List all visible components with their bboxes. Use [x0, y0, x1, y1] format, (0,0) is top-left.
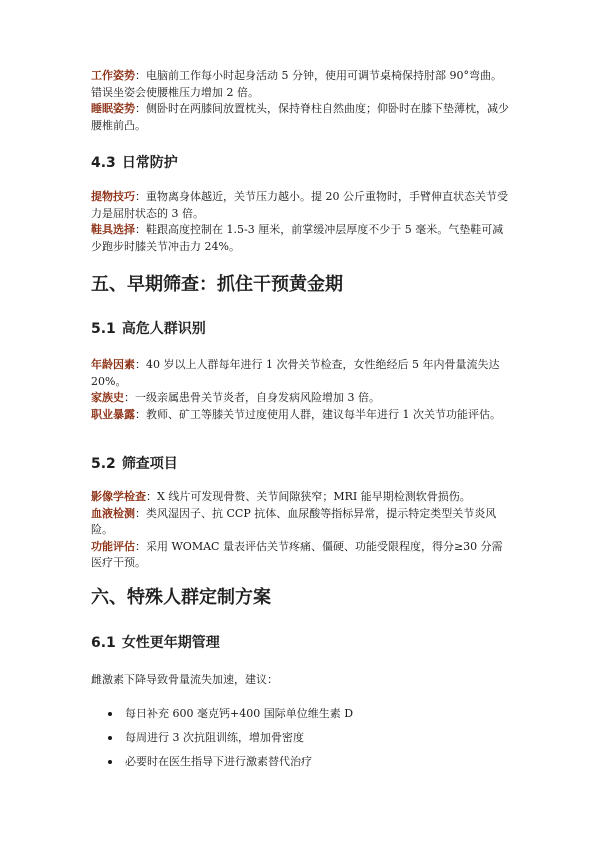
paragraph-menopause-intro: 雌激素下降导致骨量流失加速，建议： [91, 673, 278, 686]
bullet-list [91, 706, 511, 778]
heading-4-3 [91, 152, 511, 172]
text-work-posture: ：电脑前工作每小时起身活动 5 分钟，使用可调节桌椅保持肘部 90°弯曲。错误坐姿会使腰椎压力增加 2 倍。 [91, 69, 502, 99]
list-item-text: 每日补充 600 毫克钙+400 国际单位维生素 D [125, 707, 354, 720]
section-5-1-body [91, 357, 511, 423]
term-blood-test: 血液检测 [91, 506, 135, 520]
text-family-history: ：一级亲属患骨关节炎者，自身发病风险增加 3 倍。 [124, 391, 380, 404]
paragraph-blood-test [91, 506, 511, 539]
paragraph-family-history [91, 390, 511, 407]
section-6-1-bullets [91, 706, 511, 778]
term-shoes: 鞋具选择 [91, 223, 135, 236]
section-4-continuation [91, 68, 511, 134]
text-imaging: ：X 线片可发现骨赘、关节间隙狭窄；MRI 能早期检测软骨损伤。 [146, 490, 471, 503]
list-item-text: 每周进行 3 次抗阻训练，增加骨密度 [125, 731, 304, 744]
section-5-title: 五、早期筛查：抓住干预黄金期 [91, 274, 343, 295]
heading-5-2-number: 5.2 [91, 456, 116, 472]
section-6-1-intro [91, 672, 511, 689]
heading-4-3-number: 4.3 [91, 155, 116, 171]
paragraph-function-assessment [91, 539, 511, 572]
list-item [91, 754, 511, 778]
section-5-2-body [91, 489, 511, 572]
term-lifting: 提物技巧 [91, 190, 135, 203]
heading-5-1 [91, 318, 511, 338]
text-blood-test: ：类风湿因子、抗 CCP 抗体、血尿酸等指标异常，提示特定类型关节炎风险。 [91, 506, 497, 536]
term-imaging: 影像学检查 [91, 490, 146, 503]
paragraph-shoes [91, 222, 511, 255]
heading-4-3-title: 日常防护 [121, 155, 178, 171]
heading-5-1-number: 5.1 [91, 321, 116, 337]
text-occupation: ：教师、矿工等膝关节过度使用人群，建议每半年进行 1 次关节功能评估。 [135, 407, 501, 421]
section-6-title: 六、特殊人群定制方案 [91, 587, 271, 608]
term-sleep-posture: 睡眠姿势 [91, 102, 135, 115]
paragraph-sleep-posture [91, 101, 511, 134]
text-age: ：40 岁以上人群每年进行 1 次骨关节检查，女性绝经后 5 年内骨量流失达 20%。 [91, 358, 500, 388]
term-occupation: 职业暴露 [91, 407, 135, 421]
section-4-3-body [91, 189, 511, 255]
text-sleep-posture: ：侧卧时在两膝间放置枕头，保持脊柱自然曲度；仰卧时在膝下垫薄枕，减少腰椎前凸。 [91, 102, 509, 132]
text-function-assessment: ：采用 WOMAC 量表评估关节疼痛、僵硬、功能受限程度，得分≥30 分需医疗干预。 [91, 539, 503, 569]
paragraph-age [91, 357, 511, 390]
text-shoes: ：鞋跟高度控制在 1.5-3 厘米，前掌缓冲层厚度不少于 5 毫米。气垫鞋可减少跑步时膝关节冲击力 24%。 [91, 223, 504, 253]
heading-5-2 [91, 453, 511, 473]
bullet-dot-icon [108, 736, 112, 740]
paragraph-imaging [91, 489, 511, 506]
list-item-text: 必要时在医生指导下进行激素替代治疗 [125, 755, 312, 768]
term-work-posture: 工作姿势 [91, 69, 135, 82]
term-family-history: 家族史 [91, 391, 124, 404]
heading-6-1-title: 女性更年期管理 [121, 635, 220, 651]
list-item [91, 706, 511, 730]
heading-section-6 [91, 583, 511, 609]
heading-5-1-title: 高危人群识别 [121, 321, 206, 337]
bullet-dot-icon [108, 712, 112, 716]
bullet-dot-icon [108, 760, 112, 764]
list-item [91, 730, 511, 754]
heading-5-2-title: 筛查项目 [121, 456, 178, 472]
paragraph-occupation [91, 407, 511, 424]
paragraph-work-posture [91, 68, 511, 101]
term-function-assessment: 功能评估 [91, 539, 135, 553]
heading-section-5 [91, 270, 511, 296]
text-lifting: ：重物离身体越近，关节压力越小。提 20 公斤重物时，手臂伸直状态关节受力是屈肘状态的 3 倍。 [91, 190, 508, 220]
heading-6-1 [91, 632, 511, 652]
heading-6-1-number: 6.1 [91, 635, 116, 651]
paragraph-lifting [91, 189, 511, 222]
term-age: 年龄因素 [91, 358, 135, 371]
